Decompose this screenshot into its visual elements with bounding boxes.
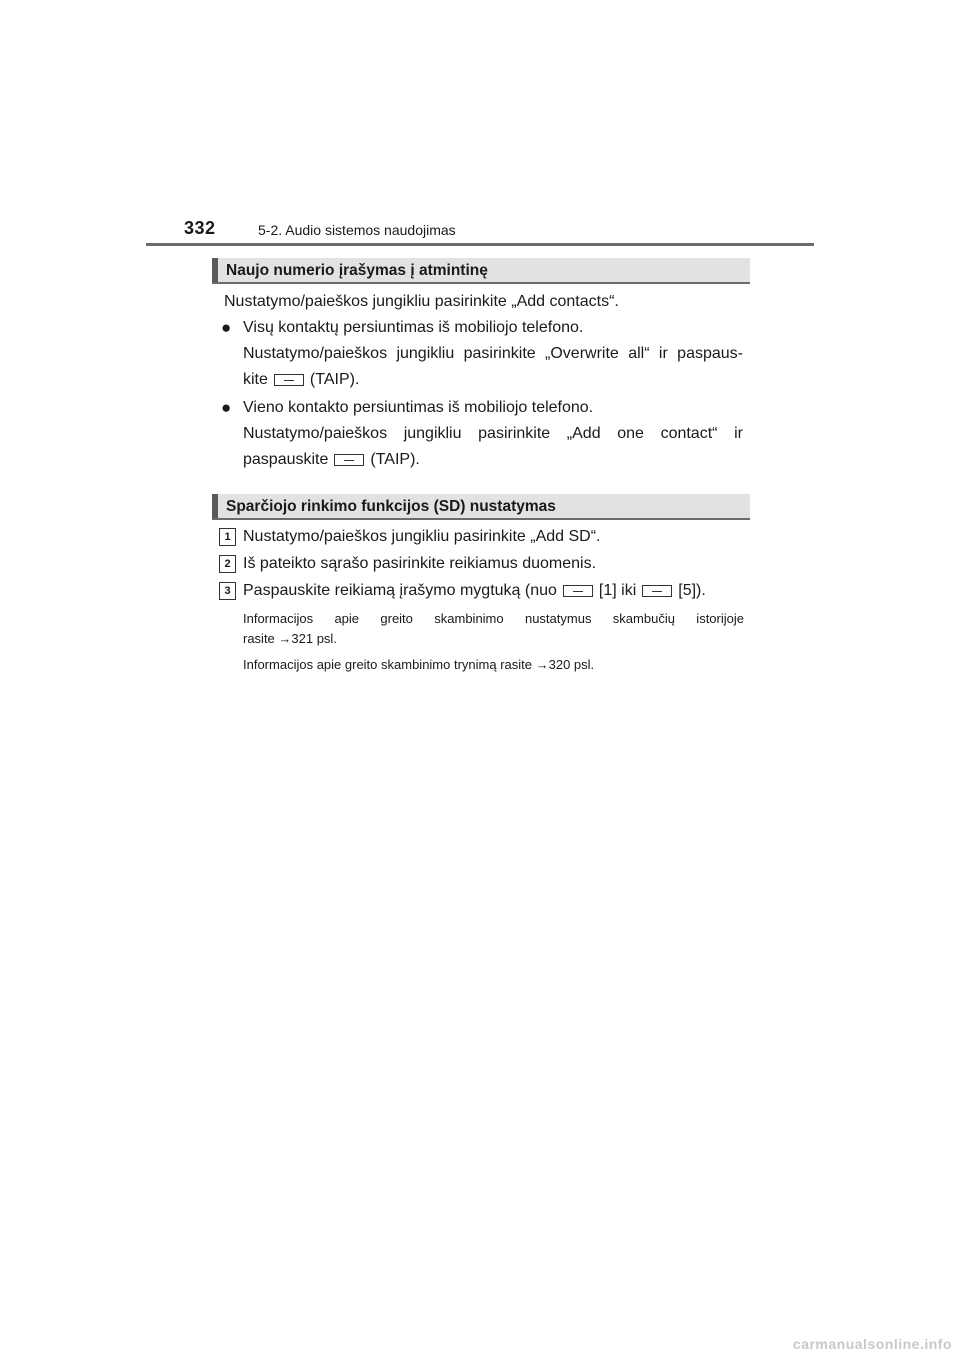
step-number-3: 3 <box>219 582 236 600</box>
text-fragment: [1] iki <box>598 582 637 599</box>
section-heading-new-number <box>212 258 750 284</box>
watermark-brand: carmanualsonline.info <box>792 1336 952 1352</box>
heading-accent-bar <box>212 258 218 282</box>
note-text: rasite →321 psl. <box>243 631 337 646</box>
bullet-instruction-line2 <box>243 370 359 390</box>
note-text: Informacijos apie greito skambinimo trynimą rasite →320 psl. <box>243 657 595 672</box>
bullet-icon: ● <box>221 398 232 417</box>
bullet-instruction-line2 <box>243 450 420 470</box>
bullet-title: Visų kontaktų persiuntimas iš mobiliojo telefono. <box>243 319 584 336</box>
bullet-title: Vieno kontakto persiuntimas iš mobiliojo telefono. <box>243 399 594 416</box>
text-fragment: [5]). <box>678 582 706 599</box>
text-fragment: kite <box>243 371 268 388</box>
step-text: Iš pateikto sąrašo pasirinkite reikiamus duomenis. <box>243 555 597 572</box>
bullet-instruction-line: Nustatymo/paieškos jungikliu pasirinkite „Add one contact“ ir <box>243 425 743 442</box>
step-number-1: 1 <box>219 528 236 546</box>
bullet-instruction-line: Nustatymo/paieškos jungikliu pasirinkite „Overwrite all“ ir paspaus- <box>243 345 743 362</box>
text-fragment: Paspauskite reikiamą įrašymo mygtuką (nuo <box>243 582 557 599</box>
text-fragment: (TAIP). <box>370 451 420 468</box>
phone-switch-icon <box>563 585 593 597</box>
section-title: Sparčiojo rinkimo funkcijos (SD) nustatymas <box>226 498 556 515</box>
page-number: 332 <box>184 218 216 238</box>
phone-switch-icon <box>642 585 672 597</box>
phone-switch-icon <box>274 374 304 386</box>
text-fragment: paspauskite <box>243 451 329 468</box>
step-text <box>243 581 706 601</box>
note-text: Informacijos apie greito skambinimo nustatymus skambučių istorijoje <box>243 611 744 626</box>
text-fragment: (TAIP). <box>309 371 360 388</box>
heading-accent-bar <box>212 494 218 518</box>
bullet-icon: ● <box>221 318 232 337</box>
header-divider <box>146 243 814 246</box>
section-title: Naujo numerio įrašymas į atmintinę <box>226 262 488 279</box>
section-reference: 5-2. Audio sistemos naudojimas <box>258 222 456 238</box>
section-heading-speed-dial <box>212 494 750 520</box>
phone-switch-icon <box>334 454 364 466</box>
step-text: Nustatymo/paieškos jungikliu pasirinkite „Add SD“. <box>243 528 601 545</box>
step-number-2: 2 <box>219 555 236 573</box>
intro-text: Nustatymo/paieškos jungikliu pasirinkite „Add contacts“. <box>224 293 619 310</box>
